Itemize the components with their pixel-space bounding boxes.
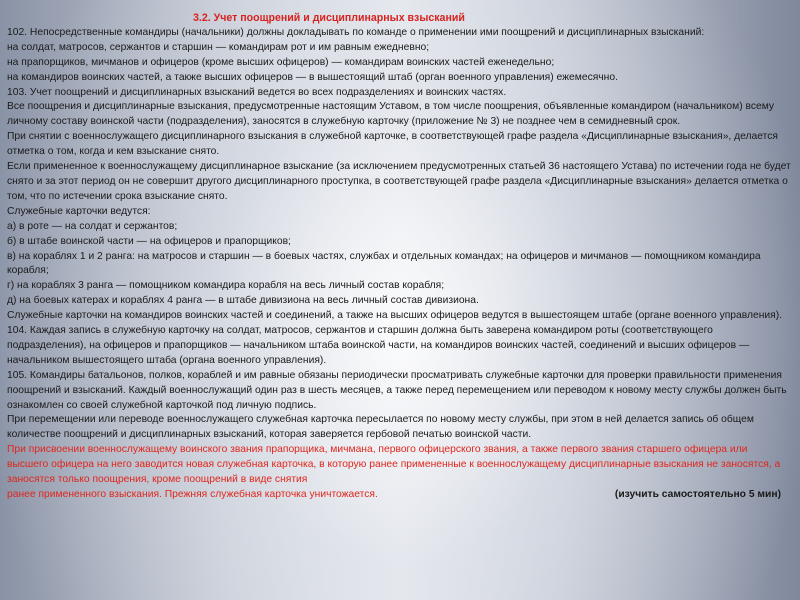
paragraph: на командиров воинских частей, а также высших офицеров — в вышестоящий штаб (орган военного управления) ежемесячно.: [7, 71, 618, 83]
paragraph: б) в штабе воинской части — на офицеров и прапорщиков;: [7, 235, 291, 247]
paragraph: г) на кораблях 3 ранга — помощником командира корабля на весь личный состав корабля;: [7, 280, 445, 292]
paragraph: Все поощрения и дисциплинарные взыскания, предусмотренные настоящим Уставом, в том числе поощрения, объявленные командиром (начальником) всему личному составу воинской части (подразделения), заносятся в служебную карточку (приложение № 3) не позднее чем в семидневный срок.: [7, 101, 775, 128]
paragraph: 105. Командиры батальонов, полков, кораблей и им равные обязаны периодически просматривать служебные карточки для проверки правильности применения поощрений и взысканий. Каждый военнослужащий один раз в шесть месяцев, а также перед перемещением или переводом к новому месту службы должен быть ознакомлен со своей служебной карточкой под личную подпись.: [7, 369, 787, 411]
highlighted-paragraph: При присвоении военнослужащему воинского звания прапорщика, мичмана, первого офицерского звания, а также первого звания старшего офицера или высшего офицера на него заводится новая служебная карточка, в которую ранее примененные к военнослужащему дисциплинарные взыскания не заносятся, а заносятся только поощрения, кроме поощрений в виде снятия: [7, 444, 781, 486]
paragraph: 102. Непосредственные командиры (начальники) должны докладывать по команде о применении ими поощрений и дисциплинарных взысканий:: [7, 26, 705, 38]
paragraph: Служебные карточки ведутся:: [7, 205, 151, 217]
section-title: 3.2. Учет поощрений и дисциплинарных взысканий: [193, 12, 465, 24]
paragraph: При снятии с военнослужащего дисциплинарного взыскания в служебной карточке, в соответствующей графе раздела «Дисциплинарные взыскания», делается отметка о том, когда и кем взыскание снято.: [7, 131, 778, 158]
paragraph: Если примененное к военнослужащему дисциплинарное взыскание (за исключением предусмотренных статьей 36 настоящего Устава) по истечении года не будет снято и за этот период он не совершит другого дисциплинарного проступка, в соответствующей графе раздела «Дисциплинарные взыскания» делается отметка о том, что по истечении срока взыскание снято.: [7, 161, 791, 202]
paragraph: При перемещении или переводе военнослужащего служебная карточка пересылается по новому месту службы, при этом в ней делается запись об общем количестве поощрений и дисциплинарных взысканий, которая заверяется гербовой печатью воинской части.: [7, 414, 754, 441]
paragraph: 104. Каждая запись в служебную карточку на солдат, матросов, сержантов и старшин должна быть заверена командиром роты (соответствующего подразделения), на офицеров и прапорщиков — начальником штаба воинской части, на командиров воинских частей, соединений и высших офицеров — начальником вышестоящего штаба (органа военного управления).: [7, 325, 750, 366]
document-body: [7, 11, 791, 503]
study-note: (изучить самостоятельно 5 мин): [614, 489, 781, 500]
highlighted-paragraph-end: ранее примененного взыскания. Прежняя служебная карточка уничтожается.: [7, 489, 378, 500]
final-row: [7, 488, 791, 503]
paragraph: д) на боевых катерах и кораблях 4 ранга — в штабе дивизиона на весь личный состав дивизиона.: [7, 295, 479, 307]
paragraph: 103. Учет поощрений и дисциплинарных взысканий ведется во всех подразделениях и воинских частях.: [7, 86, 507, 98]
paragraph: в) на кораблях 1 и 2 ранга: на матросов и старшин — в боевых частях, службах и отдельных командах; на офицеров и мичманов — помощником командира корабля;: [7, 250, 761, 277]
paragraph: Служебные карточки на командиров воинских частей и соединений, а также на высших офицеров ведутся в вышестоящем штабе (органе военного управления).: [7, 310, 783, 322]
paragraph: а) в роте — на солдат и сержантов;: [7, 220, 178, 232]
paragraph: на солдат, матросов, сержантов и старшин — командирам рот и им равным ежедневно;: [7, 41, 430, 53]
paragraph: на прапорщиков, мичманов и офицеров (кроме высших офицеров) — командирам воинских частей еженедельно;: [7, 56, 555, 68]
